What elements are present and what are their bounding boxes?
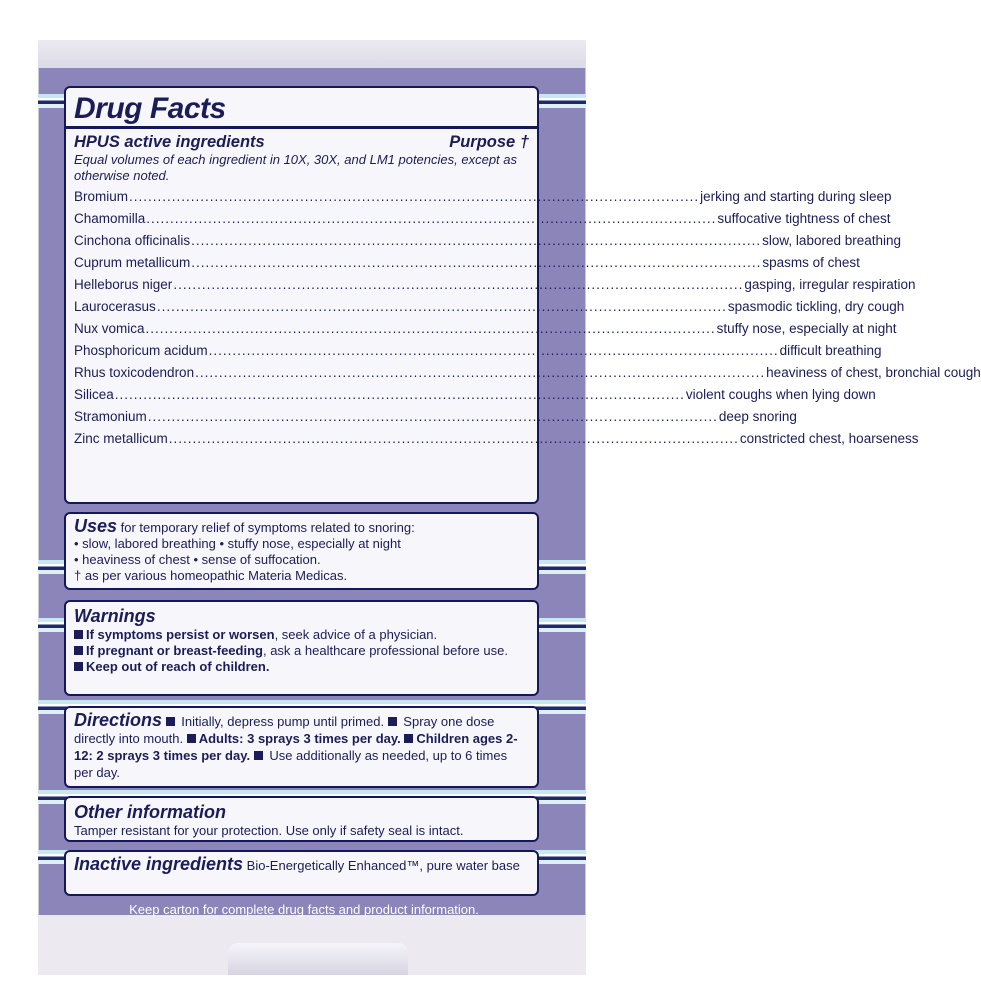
ingredient-purpose: spasms of chest xyxy=(762,255,860,270)
uses-line-1: • slow, labored breathing • stuffy nose, especially at night xyxy=(74,536,401,551)
bullet-square-icon xyxy=(74,662,83,671)
ingredient-list xyxy=(66,184,981,460)
ingredient-row xyxy=(74,428,919,450)
ingredient-row xyxy=(74,296,905,318)
bullet-square-icon xyxy=(74,646,83,655)
inactive-section xyxy=(64,850,539,896)
inactive-text: Bio-Energetically Enhanced™, pure water base xyxy=(243,858,520,873)
ingredient-row xyxy=(74,362,981,384)
ingredients-header xyxy=(66,129,537,152)
uses-section xyxy=(64,512,539,590)
ingredient-row xyxy=(74,318,897,340)
other-info-section xyxy=(64,796,539,842)
carton-footer-text: Keep carton for complete drug facts and product information. xyxy=(129,902,479,917)
ingredient-purpose: deep snoring xyxy=(718,409,797,424)
leader-dots: ........................................................................................................................ xyxy=(147,409,718,424)
bullet-square-icon xyxy=(187,734,196,743)
ingredient-row xyxy=(74,186,892,208)
other-info-heading: Other information xyxy=(74,802,226,822)
leader-dots: ........................................................................................................................ xyxy=(114,387,685,402)
ingredient-name: Cinchona officinalis xyxy=(74,233,191,248)
ingredient-purpose: heaviness of chest, bronchial cough xyxy=(766,365,981,380)
ingredient-row xyxy=(74,230,902,252)
leader-dots: ........................................................................................................................ xyxy=(145,321,716,336)
carton-tab xyxy=(228,943,408,975)
ingredient-name: Silicea xyxy=(74,387,114,402)
ingredient-purpose: constricted chest, hoarseness xyxy=(739,431,919,446)
leader-dots: ........................................................................................................................ xyxy=(129,189,700,204)
uses-heading: Uses xyxy=(74,516,118,536)
ingredient-purpose: suffocative tightness of chest xyxy=(717,211,891,226)
bullet-square-icon xyxy=(404,734,413,743)
directions-section xyxy=(64,706,539,788)
ingredient-purpose: spasmodic tickling, dry cough xyxy=(727,299,905,314)
warnings-heading: Warnings xyxy=(74,606,156,626)
ingredient-row xyxy=(74,274,916,296)
bullet-square-icon xyxy=(388,717,397,726)
ingredient-name: Nux vomica xyxy=(74,321,145,336)
ingredient-name: Zinc metallicum xyxy=(74,431,168,446)
ingredient-name: Helleborus niger xyxy=(74,277,173,292)
warnings-section xyxy=(64,600,539,696)
drug-facts-title: Drug Facts xyxy=(66,88,537,129)
directions-text: Spray one dose directly into mouth. xyxy=(74,714,495,746)
ingredient-name: Rhus toxicodendron xyxy=(74,365,195,380)
ingredient-name: Chamomilla xyxy=(74,211,146,226)
ingredient-row xyxy=(74,406,797,428)
other-info-text: Tamper resistant for your protection. Use only if safety seal is intact. xyxy=(74,823,464,838)
ingredient-purpose: difficult breathing xyxy=(779,343,882,358)
bullet-square-icon xyxy=(254,751,263,760)
directions-text: Use additionally as needed, up to 6 times per day. xyxy=(74,748,508,780)
ingredient-purpose: jerking and starting during sleep xyxy=(700,189,892,204)
leader-dots: ........................................................................................................................ xyxy=(156,299,727,314)
leader-dots: ........................................................................................................................ xyxy=(191,255,762,270)
warning-bold: If pregnant or breast-feeding xyxy=(86,643,263,658)
directions-text: Initially, depress pump until primed. xyxy=(177,714,388,729)
warning-bold: Keep out of reach of children. xyxy=(86,659,270,674)
ingredient-name: Stramonium xyxy=(74,409,147,424)
leader-dots: ........................................................................................................................ xyxy=(208,343,779,358)
ingredient-row xyxy=(74,340,882,362)
ingredient-name: Laurocerasus xyxy=(74,299,156,314)
bullet-square-icon xyxy=(166,717,175,726)
uses-line-2: • heaviness of chest • sense of suffocation. xyxy=(74,552,321,567)
ingredient-name: Bromium xyxy=(74,189,129,204)
leader-dots: ........................................................................................................................ xyxy=(173,277,744,292)
warning-item xyxy=(74,627,529,643)
leader-dots: ........................................................................................................................ xyxy=(146,211,717,226)
warning-text: , ask a healthcare professional before use. xyxy=(262,643,508,658)
uses-intro: for temporary relief of symptoms related to snoring: xyxy=(117,520,415,535)
directions-adults: Adults: 3 sprays 3 times per day. xyxy=(198,731,401,746)
warning-item xyxy=(74,643,529,659)
directions-heading: Directions xyxy=(74,710,163,730)
carton-top-flap xyxy=(38,40,586,68)
directions-children: Children ages 2-12: 2 sprays 3 times per day. xyxy=(74,731,518,763)
ingredient-row xyxy=(74,208,891,230)
purpose-heading: Purpose † xyxy=(449,133,529,151)
ingredient-row xyxy=(74,252,860,274)
leader-dots: ........................................................................................................................ xyxy=(195,365,766,380)
ingredient-purpose: violent coughs when lying down xyxy=(685,387,876,402)
potency-note: Equal volumes of each ingredient in 10X, 30X, and LM1 potencies, except as otherwise noted. xyxy=(74,152,518,183)
bullet-square-icon xyxy=(74,630,83,639)
ingredient-name: Cuprum metallicum xyxy=(74,255,191,270)
warning-bold: If symptoms persist or worsen xyxy=(86,627,275,642)
inactive-heading: Inactive ingredients xyxy=(74,854,244,874)
ingredient-name: Phosphoricum acidum xyxy=(74,343,208,358)
leader-dots: ........................................................................................................................ xyxy=(168,431,739,446)
ingredient-purpose: stuffy nose, especially at night xyxy=(716,321,897,336)
active-ingredients-heading: HPUS active ingredients xyxy=(74,133,265,151)
leader-dots: ........................................................................................................................ xyxy=(191,233,762,248)
uses-note: † as per various homeopathic Materia Medicas. xyxy=(74,568,348,583)
ingredient-purpose: gasping, irregular respiration xyxy=(744,277,916,292)
ingredient-row xyxy=(74,384,876,406)
drug-facts-panel xyxy=(64,86,981,504)
ingredient-purpose: slow, labored breathing xyxy=(762,233,902,248)
warning-text: , seek advice of a physician. xyxy=(274,627,438,642)
warning-item xyxy=(74,659,529,675)
